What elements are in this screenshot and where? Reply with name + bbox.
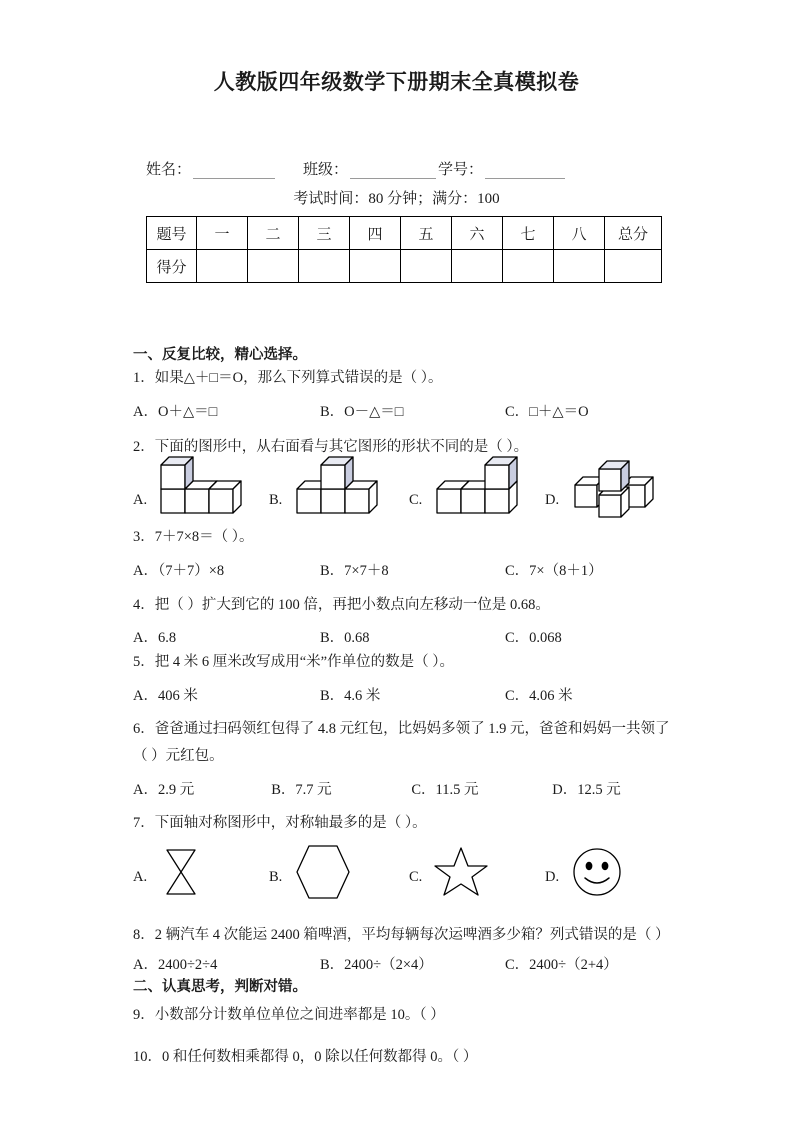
score-table-header-cell: 二 xyxy=(248,217,299,250)
question-2-figures xyxy=(133,455,693,525)
question-6-options xyxy=(133,778,678,799)
question-4-options xyxy=(133,626,678,647)
cubes-row3-top-right-icon xyxy=(431,461,539,523)
question-6-stem-line1: 6．爸爸通过扫码领红包得了 4.8 元红包，比妈妈多领了 1.9 元，爸爸和妈妈一共领了 xyxy=(133,721,670,737)
score-table-header-cell: 总分 xyxy=(605,217,662,250)
star-shape-icon xyxy=(435,846,487,896)
option-c[interactable]: C．2400÷（2+4） xyxy=(505,957,618,973)
question-2-choice-c[interactable] xyxy=(409,455,539,525)
option-c[interactable]: C．4.06 米 xyxy=(505,688,573,704)
hourglass-shape-icon xyxy=(159,846,203,898)
name-label: 姓名： xyxy=(146,162,192,178)
option-b[interactable]: B．0.68 xyxy=(320,630,370,646)
question-8-options xyxy=(133,953,678,974)
option-a[interactable]: A．6.8 xyxy=(133,630,177,646)
cubes-plus-raised-center-icon xyxy=(567,455,679,525)
question-2-choice-d[interactable] xyxy=(545,455,685,525)
question-7-stem: 7．下面轴对称图形中，对称轴最多的是（ ）。 xyxy=(133,815,427,831)
option-b-label: B. xyxy=(269,869,283,885)
option-a[interactable]: A．（7＋7）×8 xyxy=(133,563,225,579)
score-table-header-cell: 四 xyxy=(350,217,401,250)
page-title: 人教版四年级数学下册期末全真模拟卷 xyxy=(213,71,580,94)
question-2-stem: 2．下面的图形中，从右面看与其它图形的形状不同的是（ ）。 xyxy=(133,439,529,455)
question-7-choice-c[interactable] xyxy=(409,838,539,904)
question-5-stem: 5．把 4 米 6 厘米改写成用“米”作单位的数是（ ）。 xyxy=(133,654,454,670)
score-cell[interactable] xyxy=(503,250,554,283)
exam-info: 考试时间：80 分钟；满分：100 xyxy=(293,191,500,207)
option-c-label: C. xyxy=(409,869,423,885)
score-table-header-cell: 一 xyxy=(197,217,248,250)
section-heading-2: 二、认真思考，判断对错。 xyxy=(133,979,307,995)
option-a[interactable]: A．O＋△＝□ xyxy=(133,404,218,420)
cubes-row3-top-left-icon xyxy=(155,461,263,523)
score-cell-total[interactable] xyxy=(605,250,662,283)
score-cell[interactable] xyxy=(197,250,248,283)
score-table-row-label: 得分 xyxy=(147,250,197,283)
question-1-stem: 1．如果△＋□＝O，那么下列算式错误的是（ ）。 xyxy=(133,370,443,386)
question-4-stem: 4．把（ ）扩大到它的 100 倍，再把小数点向左移动一位是 0.68。 xyxy=(133,597,550,613)
score-cell[interactable] xyxy=(299,250,350,283)
class-label: 班级： xyxy=(303,162,349,178)
class-input-rule[interactable] xyxy=(350,165,436,179)
table-row xyxy=(147,250,662,283)
question-2-choice-b[interactable] xyxy=(269,455,399,525)
option-b[interactable]: B．7×7＋8 xyxy=(320,563,389,579)
section-heading-1: 一、反复比较，精心选择。 xyxy=(133,347,307,363)
question-7-choice-d[interactable] xyxy=(545,838,685,904)
score-table-header-cell: 五 xyxy=(401,217,452,250)
option-a-label: A. xyxy=(133,869,148,885)
hexagon-shape-icon xyxy=(295,842,351,902)
cubes-row3-top-middle-icon xyxy=(291,461,399,523)
option-d-label: D. xyxy=(545,869,560,885)
question-6-stem-line2: （ ）元红包。 xyxy=(133,748,224,764)
table-row xyxy=(147,217,662,250)
option-c-label: C. xyxy=(409,492,423,508)
score-table xyxy=(146,216,662,283)
name-input-rule[interactable] xyxy=(193,165,275,179)
score-table-header-cell: 八 xyxy=(554,217,605,250)
score-cell[interactable] xyxy=(401,250,452,283)
option-c[interactable]: C．□＋△＝O xyxy=(505,404,589,420)
score-table-header-cell: 六 xyxy=(452,217,503,250)
question-7-choice-b[interactable] xyxy=(269,838,399,904)
option-b[interactable]: B．7.7 元 xyxy=(271,782,332,798)
score-cell[interactable] xyxy=(452,250,503,283)
option-c[interactable]: C．0.068 xyxy=(505,630,562,646)
question-3-options xyxy=(133,559,678,580)
score-table-header-cell: 三 xyxy=(299,217,350,250)
option-b[interactable]: B．4.6 米 xyxy=(320,688,381,704)
question-5-options xyxy=(133,684,678,705)
score-table-header-cell: 七 xyxy=(503,217,554,250)
option-a-label: A. xyxy=(133,492,148,508)
student-id-label: 学号： xyxy=(438,162,484,178)
score-cell[interactable] xyxy=(248,250,299,283)
option-a[interactable]: A．406 米 xyxy=(133,688,198,704)
option-b[interactable]: B．2400÷（2×4） xyxy=(320,957,433,973)
score-cell[interactable] xyxy=(554,250,605,283)
identity-line xyxy=(146,158,651,179)
option-c[interactable]: C．11.5 元 xyxy=(411,782,479,798)
question-3-stem: 3．7＋7×8＝（ ）。 xyxy=(133,529,254,545)
question-8-stem: 8．2 辆汽车 4 次能运 2400 箱啤酒，平均每辆每次运啤酒多少箱？列式错误的是（ ） xyxy=(133,927,670,943)
question-1-options xyxy=(133,400,678,421)
score-table-row-label: 题号 xyxy=(147,217,197,250)
option-d-label: D. xyxy=(545,492,560,508)
option-a[interactable]: A．2400÷2÷4 xyxy=(133,957,218,973)
question-7-choice-a[interactable] xyxy=(133,838,263,904)
option-b[interactable]: B．O－△＝□ xyxy=(320,404,404,420)
question-10-stem: 10．0 和任何数相乘都得 0，0 除以任何数都得 0。（ ） xyxy=(133,1049,478,1065)
question-2-choice-a[interactable] xyxy=(133,455,263,525)
option-a[interactable]: A．2.9 元 xyxy=(133,782,195,798)
student-id-input-rule[interactable] xyxy=(485,165,565,179)
question-9-stem: 9．小数部分计数单位单位之间进率都是 10。（ ） xyxy=(133,1007,445,1023)
smiley-face-shape-icon xyxy=(571,846,623,898)
option-b-label: B. xyxy=(269,492,283,508)
option-c[interactable]: C．7×（8＋1） xyxy=(505,563,603,579)
question-7-figures xyxy=(133,838,693,904)
score-cell[interactable] xyxy=(350,250,401,283)
option-d[interactable]: D．12.5 元 xyxy=(552,782,621,798)
